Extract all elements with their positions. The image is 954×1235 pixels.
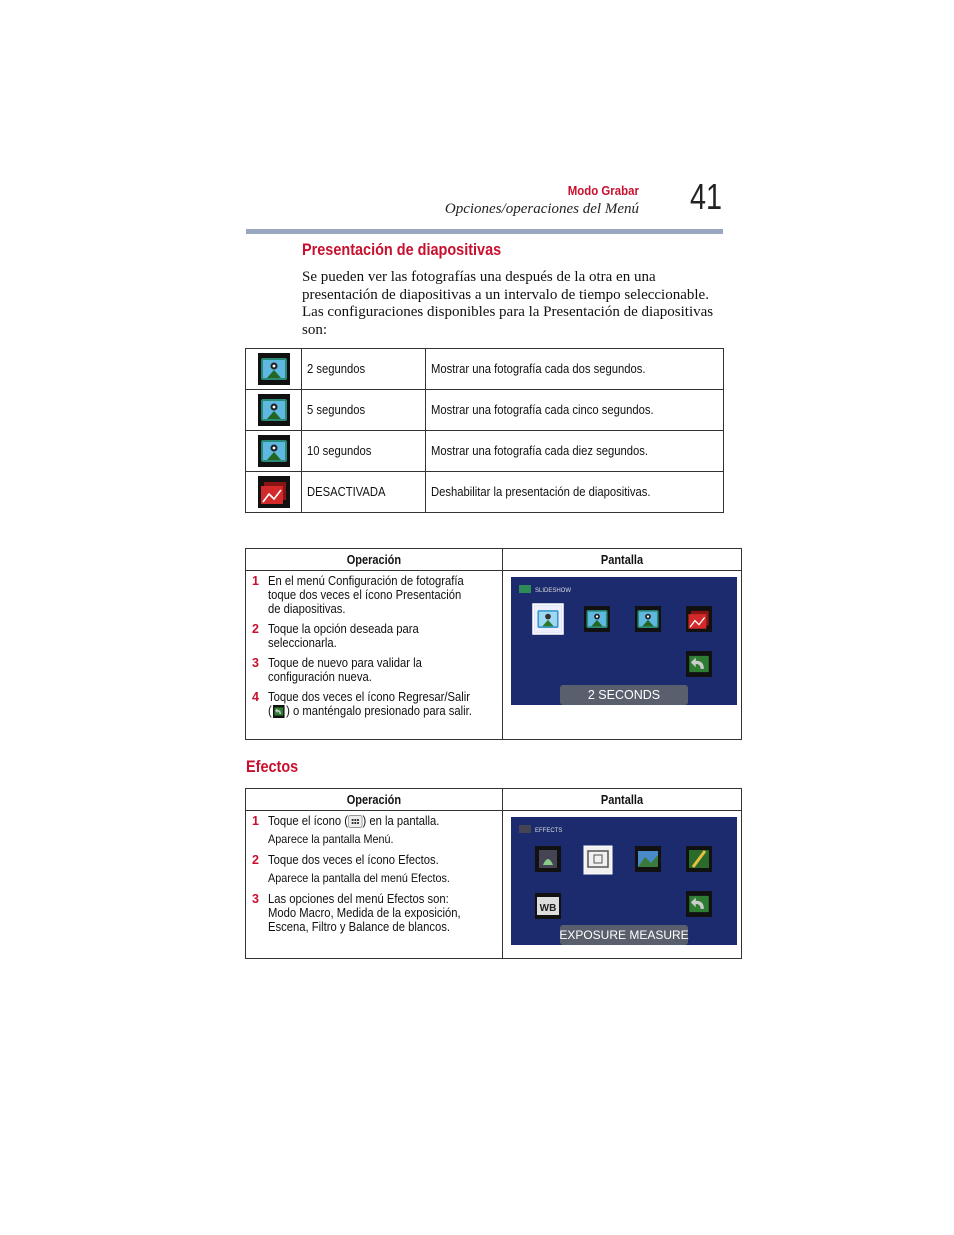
option-desc: Mostrar una fotografía cada dos segundos. (431, 362, 646, 376)
header-subsection: Opciones/operaciones del Menú (444, 201, 639, 217)
step-item: 3 Las opciones del menú Efectos son: Modo Macro, Medida de la exposición, Escena, Filtro y Balance de blancos. (252, 892, 461, 935)
slideshow-section-title: Presentación de diapositivas (302, 240, 502, 259)
screen-macro-icon (535, 846, 561, 872)
step-note: Aparece la pantalla Menú. (268, 832, 394, 847)
slideshow-off-icon (258, 476, 290, 508)
screen-selected-label: EXPOSURE MEASURE (559, 928, 689, 942)
header-section-title: Modo Grabar (567, 183, 639, 198)
screen-slideshow-2s-icon (535, 606, 561, 632)
screen-menu-label: EFFECTS (535, 828, 563, 834)
table-row (246, 390, 724, 431)
slideshow-2s-icon (258, 353, 290, 385)
column-header-screen: Pantalla (503, 789, 742, 811)
effects-screen-preview (511, 817, 737, 945)
step-item: 1 Toque el ícono ( ) en la pantalla. (252, 814, 440, 828)
option-name: 5 segundos (307, 403, 366, 417)
screen-menu-label: SLIDESHOW (535, 588, 572, 594)
slideshow-intro: Se pueden ver las fotografías una después de la otra en una presentación de diapositivas a un intervalo de tiempo seleccionable. Las configuraciones disponibles para la Presentación de diapositivas son: (302, 269, 714, 338)
slideshow-5s-icon (258, 394, 290, 426)
screen-slideshow-off-icon (686, 606, 712, 632)
slideshow-screen-preview (511, 577, 737, 705)
step-note: Aparece la pantalla del menú Efectos. (268, 871, 450, 886)
column-header-operation: Operación (246, 789, 503, 811)
back-exit-icon (272, 705, 286, 718)
slideshow-10s-icon (258, 435, 290, 467)
column-header-screen: Pantalla (503, 549, 742, 571)
step-item: 2 Toque la opción deseada para seleccionarla. (252, 622, 419, 650)
effects-section-title: Efectos (246, 757, 299, 776)
screen-selected-label: 2 SECONDS (587, 688, 661, 702)
screen-scene-icon (635, 846, 661, 872)
option-name: DESACTIVADA (307, 485, 386, 499)
option-name: 10 segundos (307, 444, 372, 458)
step-item: 1 En el menú Configuración de fotografía toque dos veces el ícono Presentación de diapositivas. (252, 574, 464, 616)
table-row (246, 472, 724, 513)
step-item: 4 Toque dos veces el ícono Regresar/Salir ( ) o manténgalo presionado para salir. (252, 690, 472, 718)
screen-filter-icon (686, 846, 712, 872)
page-number: 41 (690, 176, 723, 217)
slideshow-options-table (245, 348, 724, 513)
header-rule (246, 229, 723, 234)
option-desc: Mostrar una fotografía cada cinco segundos. (431, 403, 654, 417)
step-item: 2 Toque dos veces el ícono Efectos. (252, 853, 439, 868)
option-name: 2 segundos (307, 362, 366, 376)
column-header-operation: Operación (246, 549, 503, 571)
screen-slideshow-5s-icon (584, 606, 610, 632)
screen-back-icon (686, 651, 712, 677)
step-item: 3 Toque de nuevo para validar la configuración nueva. (252, 656, 422, 684)
svg-text:WB: WB (539, 903, 557, 914)
option-desc: Deshabilitar la presentación de diapositivas. (431, 485, 651, 499)
table-row (246, 349, 724, 390)
screen-slideshow-10s-icon (635, 606, 661, 632)
menu-grid-icon (348, 815, 362, 828)
option-desc: Mostrar una fotografía cada diez segundos. (431, 444, 649, 458)
table-row (246, 431, 724, 472)
screen-back-icon (686, 891, 712, 917)
effects-operation-table (245, 788, 742, 959)
slideshow-operation-table (245, 548, 742, 740)
screen-wb-icon (535, 893, 561, 919)
